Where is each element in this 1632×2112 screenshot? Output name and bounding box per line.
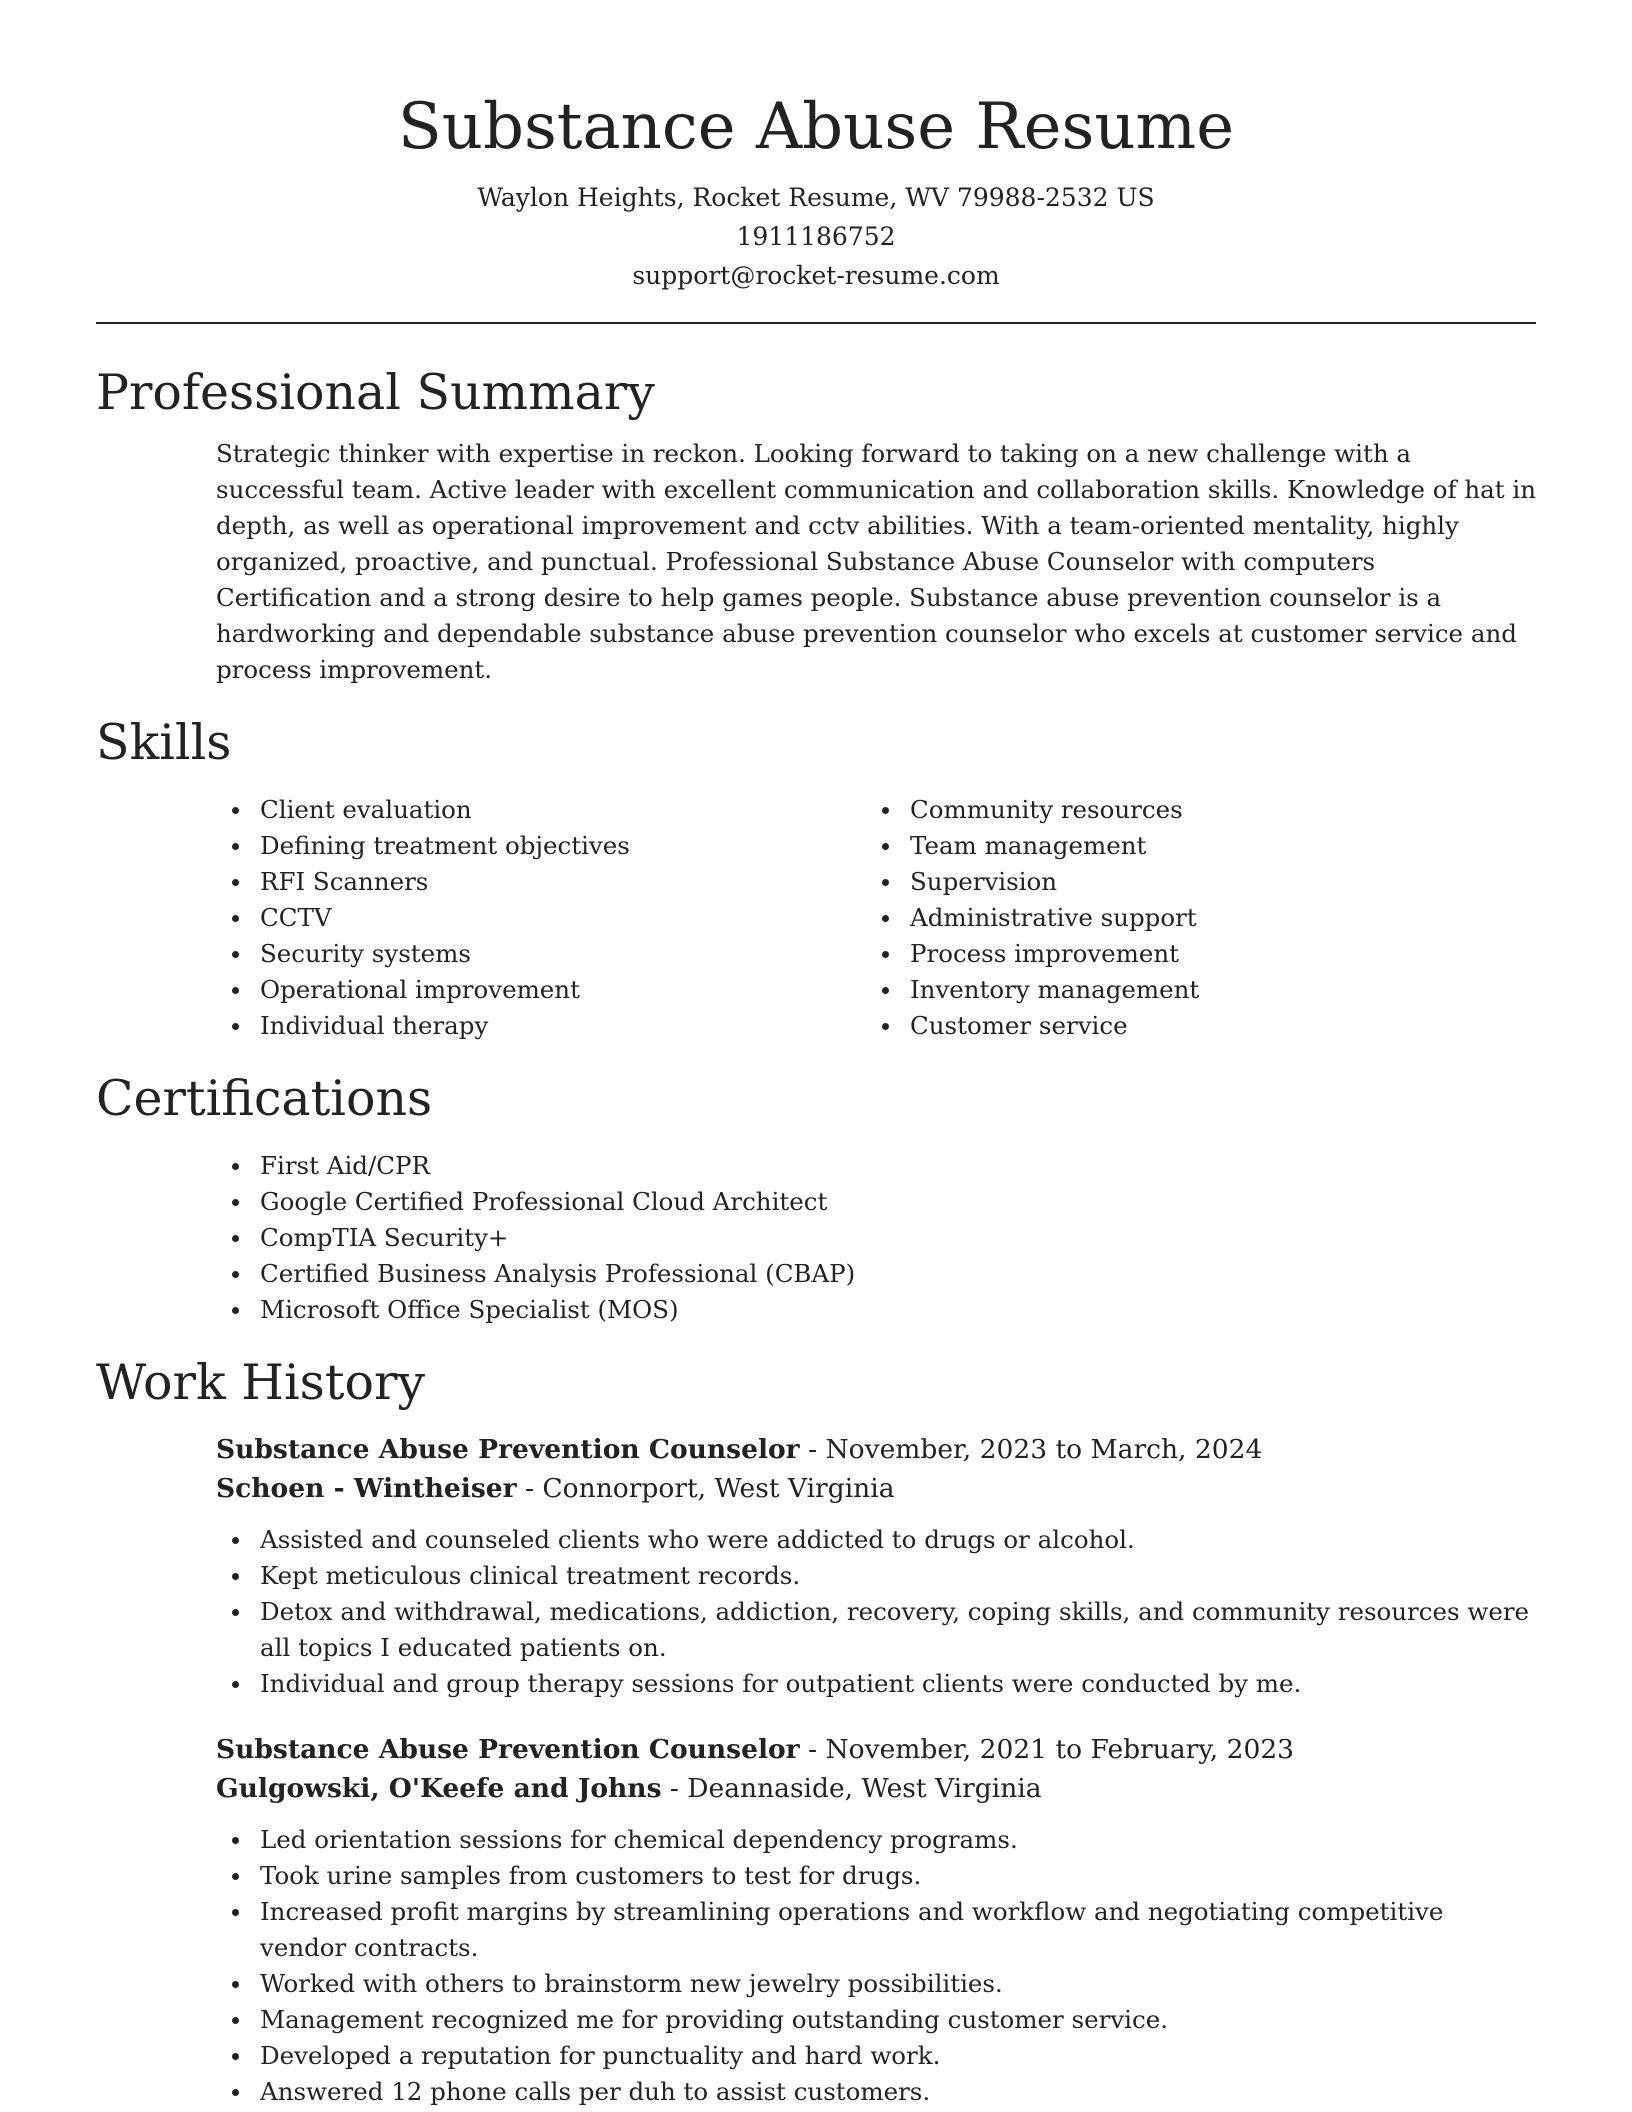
- certification-item: Certified Business Analysis Professional (CBAP): [216, 1256, 1536, 1292]
- certifications-list: [216, 1148, 1536, 1328]
- job-company-line: [216, 1469, 1536, 1508]
- contact-block: [96, 178, 1536, 295]
- certification-item: Google Certified Professional Cloud Architect: [216, 1184, 1536, 1220]
- work-history-heading: Work History: [96, 1354, 426, 1411]
- skill-item: Individual therapy: [216, 1008, 866, 1044]
- skills-section: [96, 712, 1536, 1044]
- job-duty-item: Worked with others to brainstorm new jewelry possibilities.: [216, 1966, 1536, 2002]
- job-title-line: [216, 1430, 1536, 1469]
- skill-item: Customer service: [866, 1008, 1516, 1044]
- summary-text: Strategic thinker with expertise in reckon. Looking forward to taking on a new challenge with a successful team. Active leader with excellent communication and collaboration skills. Knowledge of hat in depth, as well as operational improvement and cctv abilities. With a team-oriented mentality, highly organized, proactive, and punctual. Professional Substance Abuse Counselor with computers Certification and a strong desire to help games people. Substance abuse prevention counselor is a hardworking and dependable substance abuse prevention counselor who excels at customer service and process improvement.: [216, 439, 1536, 684]
- skill-item: Supervision: [866, 864, 1516, 900]
- skill-item: Operational improvement: [216, 972, 866, 1008]
- job-duty-item: Individual and group therapy sessions for outpatient clients were conducted by me.: [216, 1666, 1536, 1702]
- skills-columns: [216, 792, 1536, 1044]
- certification-item: First Aid/CPR: [216, 1148, 1536, 1184]
- job-duty-item: Took urine samples from customers to test for drugs.: [216, 1858, 1536, 1894]
- skill-item: Community resources: [866, 792, 1516, 828]
- job-duty-item: Answered 12 phone calls per duh to assist customers.: [216, 2074, 1536, 2110]
- job-duties-list: [216, 1822, 1536, 2110]
- certifications-section: [96, 1068, 1536, 1328]
- job-dates: - November, 2023 to March, 2024: [799, 1434, 1263, 1465]
- contact-address: Waylon Heights, Rocket Resume, WV 79988-2532 US: [477, 183, 1155, 212]
- skill-item: CCTV: [216, 900, 866, 936]
- contact-email: support@rocket-resume.com: [632, 261, 1000, 290]
- job-duty-item: Assisted and counseled clients who were addicted to drugs or alcohol.: [216, 1522, 1536, 1558]
- job-role: Substance Abuse Prevention Counselor: [216, 1734, 800, 1765]
- job-dates: - November, 2021 to February, 2023: [799, 1734, 1295, 1765]
- summary-section: [96, 362, 1536, 688]
- job-duty-item: Kept meticulous clinical treatment records.: [216, 1558, 1536, 1594]
- job-duty-item: Detox and withdrawal, medications, addiction, recovery, coping skills, and community resources were all topics I educated patients on.: [216, 1594, 1536, 1666]
- skill-item: Defining treatment objectives: [216, 828, 866, 864]
- contact-phone: 1911186752: [736, 222, 896, 251]
- job-location: - Deannaside, West Virginia: [661, 1773, 1042, 1804]
- job-entry: [216, 1430, 1536, 1702]
- job-duty-item: Developed a reputation for punctuality and hard work.: [216, 2038, 1536, 2074]
- job-entry: [216, 1730, 1536, 2110]
- job-duties-list: [216, 1522, 1536, 1702]
- skill-item: Inventory management: [866, 972, 1516, 1008]
- certification-item: Microsoft Office Specialist (MOS): [216, 1292, 1536, 1328]
- job-duty-item: Management recognized me for providing outstanding customer service.: [216, 2002, 1536, 2038]
- resume-page: [96, 0, 1536, 2110]
- skills-heading: Skills: [96, 714, 232, 771]
- skill-item: Client evaluation: [216, 792, 866, 828]
- job-company: Gulgowski, O'Keefe and Johns: [216, 1773, 662, 1804]
- job-role: Substance Abuse Prevention Counselor: [216, 1434, 800, 1465]
- resume-header: [96, 0, 1536, 295]
- skill-item: Process improvement: [866, 936, 1516, 972]
- certification-item: CompTIA Security+: [216, 1220, 1536, 1256]
- skill-item: Security systems: [216, 936, 866, 972]
- skill-item: Team management: [866, 828, 1516, 864]
- summary-heading: Professional Summary: [96, 364, 655, 421]
- job-company-line: [216, 1769, 1536, 1808]
- skills-list-right: [866, 792, 1516, 1044]
- certifications-heading: Certifications: [96, 1070, 433, 1127]
- resume-title: Substance Abuse Resume: [397, 90, 1235, 164]
- job-title-line: [216, 1730, 1536, 1769]
- job-duty-item: Increased profit margins by streamlining operations and workflow and negotiating competitive vendor contracts.: [216, 1894, 1536, 1966]
- job-duty-item: Led orientation sessions for chemical dependency programs.: [216, 1822, 1536, 1858]
- header-divider: [96, 322, 1536, 324]
- job-company: Schoen - Wintheiser: [216, 1473, 517, 1504]
- skills-list-left: [216, 792, 866, 1044]
- skill-item: RFI Scanners: [216, 864, 866, 900]
- work-history-section: [96, 1352, 1536, 2110]
- skill-item: Administrative support: [866, 900, 1516, 936]
- job-location: - Connorport, West Virginia: [516, 1473, 895, 1504]
